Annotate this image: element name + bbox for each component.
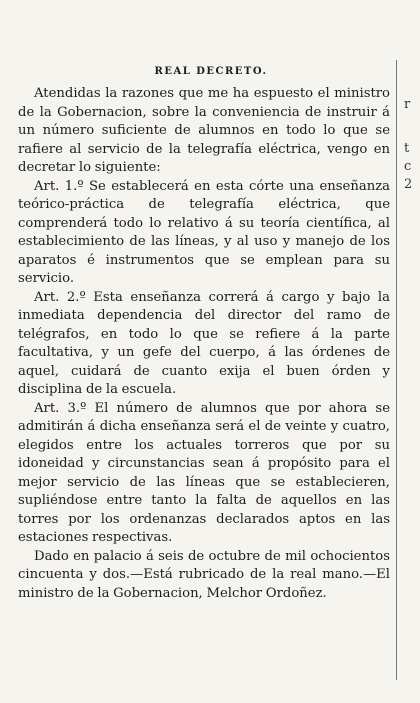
document-page: [18, 66, 390, 603]
column-rule: [396, 60, 397, 680]
margin-fragment: r: [404, 97, 411, 112]
margin-fragment: c: [404, 159, 412, 174]
article-1-text: Se establecerá en esta córte una enseñanza teórico-práctica de telegrafía eléctrica, que comprenderá todo lo relativo á su teoría científica, al establecimiento de las líneas, y al uso y manejo de los aparatos é instrumentos que se emplean para su servicio.: [18, 178, 390, 286]
article-3-label: Art. 3.º: [34, 400, 87, 416]
document-title: REAL DECRETO.: [154, 66, 268, 77]
article-2-text: Esta enseñanza correrá á cargo y bajo la inmediata dependencia del director del ramo de telégrafos, en todo lo que se refiere á la parte facultativa, y un gefe del cuerpo, á las órdenes de aquel, cuidará de cuanto exija el buen órden y disciplina de la escuela.: [18, 289, 390, 397]
article-1: [18, 178, 390, 289]
article-3: [18, 400, 390, 548]
article-2-label: Art. 2.º: [34, 289, 86, 305]
closing-paragraph: Dado en palacio á seis de octubre de mil ochocientos cincuenta y dos.—Está rubricado de la real mano.—El ministro de la Gobernacion, Melchor Ordoñez.: [18, 548, 390, 601]
article-3-text: El número de alumnos que por ahora se admitirán á dicha enseñanza será el de veinte y cuatro, elegidos entre los actuales torreros que por su idoneidad y circunstancias sean á propósito para el mejor servicio de las líneas que se establecieren, supliéndose entre tanto la falta de aquellos en las torres por los ordenanzas declarados aptos en las estaciones respectivas.: [18, 400, 390, 545]
margin-fragment: 2: [404, 177, 413, 192]
article-2: [18, 289, 390, 400]
article-1-label: Art. 1.º: [34, 178, 84, 194]
margin-fragment: t: [404, 141, 410, 156]
preamble-paragraph: Atendidas la razones que me ha espuesto el ministro de la Gobernacion, sobre la conveniencia de instruir á un número suficiente de alumnos en todo lo que se rafiere al servicio de la telegrafía eléctrica, vengo en decretar lo siguiente:: [18, 86, 390, 175]
